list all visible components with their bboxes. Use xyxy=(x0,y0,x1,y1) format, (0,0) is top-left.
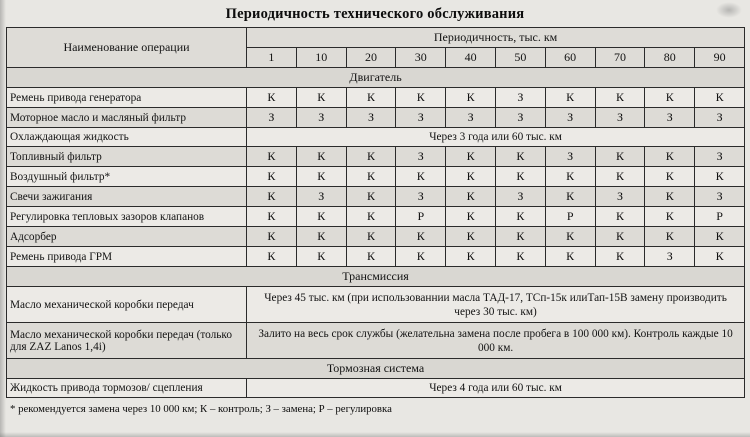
row-span-value: Через 3 года или 60 тыс. км xyxy=(247,128,745,147)
cell-value: К xyxy=(595,207,645,227)
cell-value: З xyxy=(396,147,446,167)
cell-value: К xyxy=(247,247,297,267)
column-header-year-90: 90 xyxy=(695,48,745,68)
cell-value: К xyxy=(346,187,396,207)
cell-value: К xyxy=(396,247,446,267)
row-label: Масло механической коробки передач (только для ZAZ Lanos 1,4i) xyxy=(7,323,247,359)
cell-value: З xyxy=(545,147,595,167)
cell-value: К xyxy=(645,147,695,167)
cell-value: К xyxy=(346,167,396,187)
cell-value: Р xyxy=(396,207,446,227)
cell-value: К xyxy=(396,227,446,247)
row-span-value: Залито на весь срок службы (желательна замена после пробега в 100 000 км). Контроль каждые 10 000 км. xyxy=(247,323,745,359)
cell-value: К xyxy=(296,88,346,108)
cell-value: З xyxy=(695,147,745,167)
cell-value: К xyxy=(695,247,745,267)
cell-value: К xyxy=(545,227,595,247)
table-row xyxy=(7,128,745,147)
table-footnote: * рекомендуется замена через 10 000 км; К – контроль; З – замена; Р – регулировка xyxy=(10,403,392,416)
cell-value: К xyxy=(545,167,595,187)
column-header-year-50: 50 xyxy=(495,48,545,68)
cell-value: К xyxy=(645,227,695,247)
table-row xyxy=(7,323,745,359)
cell-value: К xyxy=(296,167,346,187)
cell-value: К xyxy=(645,88,695,108)
row-label: Регулировка тепловых зазоров клапанов xyxy=(7,207,247,227)
row-label: Свечи зажигания xyxy=(7,187,247,207)
cell-value: Р xyxy=(695,207,745,227)
cell-value: З xyxy=(296,187,346,207)
cell-value: К xyxy=(446,88,496,108)
table-row xyxy=(7,247,745,267)
cell-value: З xyxy=(495,187,545,207)
column-header-year-10: 10 xyxy=(296,48,346,68)
cell-value: К xyxy=(247,187,297,207)
cell-value: З xyxy=(695,187,745,207)
cell-value: К xyxy=(545,247,595,267)
row-label: Охлаждающая жидкость xyxy=(7,128,247,147)
section-row-brakes xyxy=(7,359,745,379)
cell-value: К xyxy=(645,207,695,227)
cell-value: К xyxy=(396,88,446,108)
row-label: Моторное масло и масляный фильтр xyxy=(7,108,247,128)
cell-value: К xyxy=(645,167,695,187)
section-row-transmission xyxy=(7,267,745,287)
cell-value: К xyxy=(446,207,496,227)
maintenance-schedule-table xyxy=(6,27,745,398)
cell-value: К xyxy=(595,247,645,267)
cell-value: К xyxy=(495,247,545,267)
cell-value: К xyxy=(446,147,496,167)
row-label: Ремень привода генератора xyxy=(7,88,247,108)
cell-value: К xyxy=(346,147,396,167)
cell-value: З xyxy=(545,108,595,128)
cell-value: К xyxy=(545,88,595,108)
cell-value: К xyxy=(495,227,545,247)
cell-value: К xyxy=(446,247,496,267)
cell-value: К xyxy=(446,187,496,207)
cell-value: К xyxy=(446,167,496,187)
cell-value: К xyxy=(296,227,346,247)
section-row-engine xyxy=(7,68,745,88)
table-row xyxy=(7,167,745,187)
row-span-value: Через 45 тыс. км (при использованнии масла ТАД-17, ТСп-15к илиТап-15В замену производить через 30 тыс. км) xyxy=(247,287,745,323)
section-label-engine: Двигатель xyxy=(7,68,745,88)
table-row xyxy=(7,147,745,167)
cell-value: З xyxy=(645,247,695,267)
table-row xyxy=(7,108,745,128)
cell-value: З xyxy=(495,108,545,128)
column-header-year-70: 70 xyxy=(595,48,645,68)
cell-value: З xyxy=(396,187,446,207)
cell-value: К xyxy=(247,88,297,108)
cell-value: З xyxy=(296,108,346,128)
cell-value: К xyxy=(346,227,396,247)
cell-value: К xyxy=(346,88,396,108)
cell-value: К xyxy=(495,167,545,187)
row-span-value: Через 4 года или 60 тыс. км xyxy=(247,379,745,398)
cell-value: З xyxy=(346,108,396,128)
cell-value: К xyxy=(595,147,645,167)
cell-value: К xyxy=(247,227,297,247)
cell-value: З xyxy=(396,108,446,128)
row-label: Воздушный фильтр* xyxy=(7,167,247,187)
cell-value: К xyxy=(396,167,446,187)
column-header-operation: Наименование операции xyxy=(7,28,247,68)
cell-value: К xyxy=(247,147,297,167)
column-header-periodicity: Периодичность, тыс. км xyxy=(247,28,745,48)
cell-value: З xyxy=(645,108,695,128)
column-header-year-40: 40 xyxy=(446,48,496,68)
row-label: Адсорбер xyxy=(7,227,247,247)
cell-value: К xyxy=(247,167,297,187)
table-row xyxy=(7,379,745,398)
row-label: Жидкость привода тормозов/ сцепления xyxy=(7,379,247,398)
cell-value: К xyxy=(247,207,297,227)
cell-value: З xyxy=(446,108,496,128)
cell-value: К xyxy=(296,207,346,227)
cell-value: З xyxy=(247,108,297,128)
column-header-year-60: 60 xyxy=(545,48,595,68)
column-header-year-30: 30 xyxy=(396,48,446,68)
cell-value: К xyxy=(296,247,346,267)
column-header-year-20: 20 xyxy=(346,48,396,68)
section-label-transmission: Трансмиссия xyxy=(7,267,745,287)
cell-value: К xyxy=(695,88,745,108)
cell-value: К xyxy=(695,227,745,247)
cell-value: К xyxy=(595,167,645,187)
table-row xyxy=(7,88,745,108)
table-row xyxy=(7,227,745,247)
cell-value: Р xyxy=(545,207,595,227)
cell-value: К xyxy=(595,227,645,247)
cell-value: З xyxy=(495,88,545,108)
row-label: Ремень привода ГРМ xyxy=(7,247,247,267)
table-row xyxy=(7,287,745,323)
cell-value: З xyxy=(595,187,645,207)
column-header-year-80: 80 xyxy=(645,48,695,68)
cell-value: К xyxy=(495,147,545,167)
cell-value: З xyxy=(595,108,645,128)
page-edge-shadow-bottom xyxy=(0,432,750,437)
cell-value: К xyxy=(595,88,645,108)
row-label: Масло механической коробки передач xyxy=(7,287,247,323)
cell-value: К xyxy=(296,147,346,167)
cell-value: К xyxy=(495,207,545,227)
cell-value: К xyxy=(346,207,396,227)
cell-value: К xyxy=(695,167,745,187)
cell-value: К xyxy=(346,247,396,267)
table-row xyxy=(7,207,745,227)
page-title: Периодичность технического обслуживания xyxy=(225,6,525,22)
row-label: Топливный фильтр xyxy=(7,147,247,167)
column-header-year-1: 1 xyxy=(247,48,297,68)
table-row xyxy=(7,187,745,207)
cell-value: К xyxy=(545,187,595,207)
cell-value: К xyxy=(446,227,496,247)
table-header-row xyxy=(7,28,745,48)
cell-value: З xyxy=(695,108,745,128)
cell-value: К xyxy=(645,187,695,207)
section-label-brakes: Тормозная система xyxy=(7,359,745,379)
